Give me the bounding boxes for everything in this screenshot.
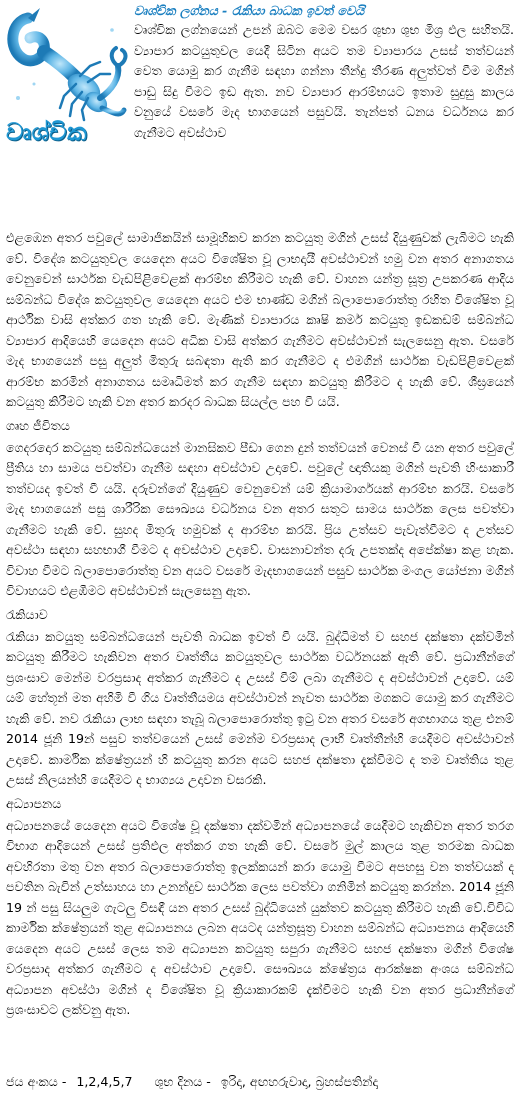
main-content [6, 228, 514, 1021]
section-heading-career: රැකියාව [6, 606, 48, 622]
section-text-education: අධ්‍යාපනයේ යෙදෙන අයට විශේෂ වූ දක්ෂතා දක්වමින් අධ්‍යාපනයේ යෙදීමට හැකිවන අතර තරග විභාග ආදියෙන් උසස් ප්‍රතිඵල අත්කර ගත හැකි වේ. වසරේ මුල් කාලය තුළ තරමක බාධක අවහිරතා මතු වන අතර බලාපොරොත්තු ඉලක්කයන් කරා යොමු වීමට අපහසු වන තත්වයක් ද පවතින බැවින් උත්සාහය හා උනන්දුව සාර්ථක ලෙස පවත්වා ගනිමින් කටයුතු කරන්න. 2014 ජූනි 19 න් පසු සියලුම ගැටලු විසඳී යන අතර උසස් බුද්ධියෙන් යුක්තව කටයුතු කිරීමට හැකි වේ.විවිධ කාර්මික ක්ෂේත්‍රයන් තුළ අධ්‍යාපනය ලබන අයටද යන්ත්‍රසූත්‍ර වාහන සම්බන්ධ අධ්‍යාපනය ආදියෙහි යෙදෙන අයට උසස් ලෙස තම අධ්‍යාපන කටයුතු සපුරා ගැනීමට සහජ දක්ෂතා මගින් විශේෂ වරප්‍රසාද අත්කර ගැනීමට ද අවස්ථාව උදාවේ. සෞඛ්‍යය ක්ෂේත්‍රය ආරක්ෂක අංශය සම්බන්ධ අධ්‍යාපන අවස්ථා මගින් ද විශේෂිත වූ ක්‍රියාකාරකම් දැක්වීමට හැකි වන අතර ප්‍රධානීන්ගේ ප්‍රශංසාවට ලක්වනු ඇත. [6, 817, 514, 1017]
footer-lucky-info [6, 1072, 514, 1092]
intro-paragraph: වෘශ්චික ලග්නයෙන් උපන් ඔබට මෙම වසර ශුභා ශුභ මිශ්‍ර ඵල සහිතයි. ව්‍යාපාර කටයුතුවල යෙදී සිටින අයට තම ව්‍යාපාරය උසස් තත්වයන් වෙත යොමු කර ගැනීම සඳහා ගන්නා තීන්දු තීරණ අලුත්වත් වීම මගින් පාඩු සිදු වීමට ඉඩ ඇත. නව ව්‍යාපාර ආරම්භයට ඉතාම සුදුසු කාලය වනුයේ වසරේ මැද භාගයෙන් පසුවයි. තැන්පත් ධනය වර්ධනය කර ගැනීමට අවස්ථාව [134, 22, 514, 140]
intro-continued-paragraph: එළඹෙන අතර පවුලේ සාමාජිකයින් සාමූහිකව කරන කටයුතු මගින් උසස් දියුණුවක් ලැබීමට හැකි වේ. විදේශ කටයුතුවල යෙදෙන අයට විශේෂිත වූ ලාභදායී අවස්ථාවන් හමු වන අතර අනාගතය වෙනුවෙන් සාර්ථක වැඩපිළිවෙළක් ආරම්භ කිරීමට හැකි වේ. වාහන යන්ත්‍ර සූත්‍ර උපකරණ ආදිය සම්බන්ධ විදේශ කටයුතුවල යෙදෙන අයට එම භාණ්ඩ මගින් බලාපොරොත්තු රහිත විශේෂිත වූ ආර්ථික වාසි අත්කර ගත හැකි වේ. මැණික් ව්‍යාපාරය කෘෂි කර්ම කටයුතු ඉඩකඩම් සම්බන්ධ ව්‍යාපාර ආදියෙහි යෙදෙන අයට අධික වාසි අත්කර ගැනීමට අවස්ථාවන් සැලසෙනු ඇත. වසරේ මැද භාගයෙන් පසු අලුත් මිතුරු සබඳතා ඇති කර ගැනීමට ද එමගින් සාර්ථක වැඩපිළිවෙළක් ආරම්භ කරමින් අනාගතය සමෘධිමත් කර ගැනීම සඳහා කටයුතු කිරීමට ද හැකි වේ. ශීඝ්‍රයෙන් කටයුතු කිරීමට හැකි වන අතර කරදර බාධක සියල්ල පහ වී යයි. [6, 230, 514, 409]
section-text-home-life: ගෙදරදොර කටයුතු සම්බන්ධයෙන් මානසිකව පීඩා ගෙන දුන් තත්වයන් වෙනස් වී යන අතර පවුලේ ප්‍රීතිය හා සාමය පවත්වා ගැනීම සඳහා අවස්ථාව උදාවේ. පවුලේ ඥාතියකු මගින් පැවති හිංසාකාරී තත්වයද ඉවත් වී යයි. දරුවන්ගේ දියුණුව වෙනුවෙන් යම් ක්‍රියාමාර්ගයක් ආරම්භ කරයි. වසරේ මැද භාගයෙන් පසු ශාරීරික සෞඛ්‍යය වර්ධනය වන අතර සතුට සාමය සාර්ථක ලෙස පවත්වා ගැනීමට හැකි වේ. සුහද මිතුරු හමුවක් ද ආරම්භ කරයි. ප්‍රිය උත්සව පැවැත්වීමට ද උත්සව අවස්ථා සඳහා සහභාගී වීමට ද අවස්ථාව උදාවේ. වාසනාවන්ත දරු උපතක්ද අපේක්ෂා කළ හැක. විවාහ වීමට බලාපොරොත්තු වන අයට වසරේ මැදභාගයෙන් පසුව සාර්ථක මංගල යෝජනා මගින් විවාහයට එළඹීමට අවස්ථාවන් සැලසෙනු ඇත. [6, 439, 514, 598]
sign-name: වෘශ්චික [6, 118, 88, 146]
lucky-days-value: ඉරිදා, අඟහරුවාදා, බ්‍රහස්පතින්දා [220, 1074, 379, 1089]
page-title: වෘශ්චික ලග්නය - රැකියා බාධක ඉවත් වෙයි [134, 3, 365, 18]
section-heading-home-life: ගෘහ ජීවිතය [6, 417, 70, 433]
lucky-days-label: ශුභ දිනය - [154, 1074, 211, 1089]
section-heading-education: අධ්‍යාපනය [6, 795, 62, 811]
lucky-numbers-label: ජය අංකය - [6, 1074, 67, 1089]
section-text-career: රැකියා කටයුතු සම්බන්ධයෙන් පැවති බාධක ඉවත් වී යයි. බුද්ධිමත් ව සහජ දක්ෂතා දක්වමින් කටයුතු කිරීමට හැකිවන අතර වෘත්තීය කටයුතුවල සාර්ථක වර්ධනයක් ඇති වේ. ප්‍රධානීන්ගේ ප්‍රශංසාව මෙන්ම වරප්‍රසාද අත්කර ගැනීමට ද උසස් වීම් ලබා ගැනීමට ද අවස්ථාවන් උදාවේ. යම් යම් හේතූන් මත අහිමි වී ගිය වෘත්තීයමය අවස්ථාවන් නැවත සාර්ථක මගකට යොමු කර ගැනීමට හැකි වේ. නව රැකියා ලාභ සඳහා තැබූ බලාපොරොත්තු ඉටු වන අතර වසරේ අගභාගය තුළ එනම් 2014 ජූනි 19න් පසුව තත්වයෙන් උසස් මෙන්ම වරප්‍රසාද ලාභී වෘත්තීන්හි යෙදීමට අවස්ථාවන් උදාවේ. කාර්මික ක්ෂේත්‍රයන් හි කටයුතු කරන අයට සහජ දක්ෂතා දැක්වීමට ද තම වෘත්තිය තුළ උසස් නිලයන්හි යෙදීමට ද භාග්‍යය උදාවන වසරකි. [6, 628, 514, 787]
lucky-numbers-value: 1,2,4,5,7 [76, 1074, 133, 1089]
